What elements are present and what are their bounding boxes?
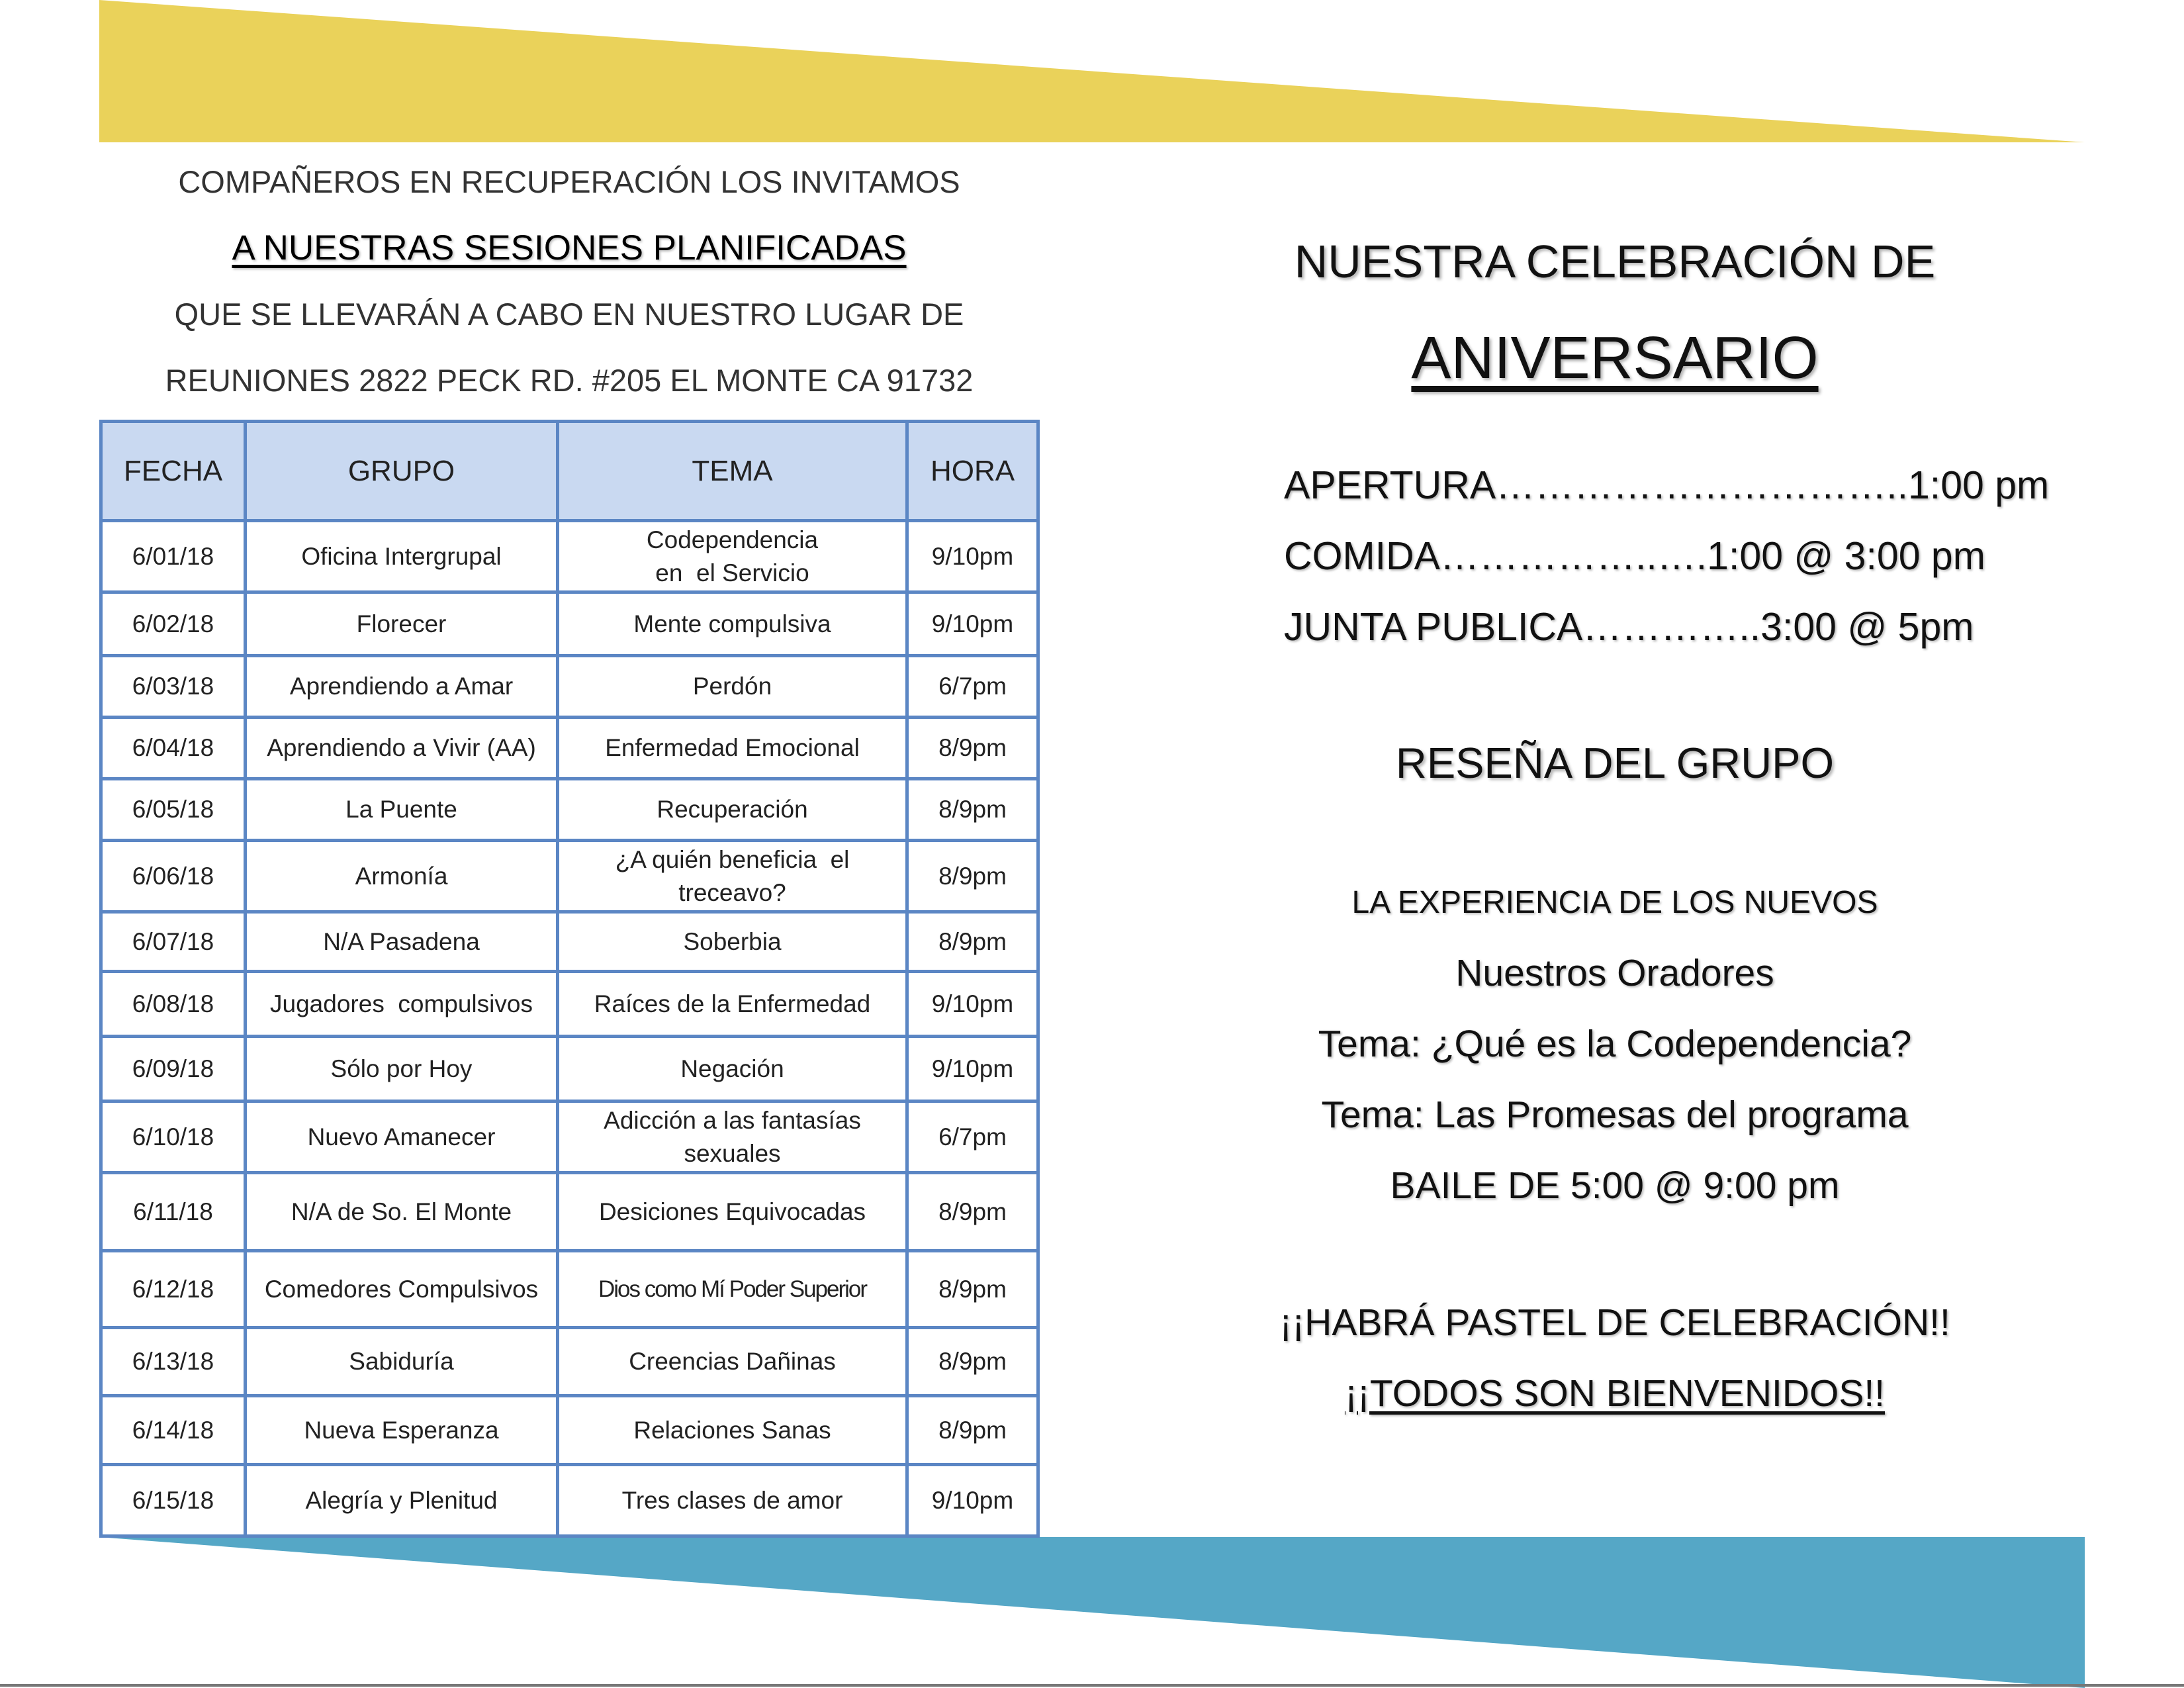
- table-row: [101, 1465, 1038, 1536]
- cell-tema-line-1: Codependencia: [646, 526, 819, 553]
- cell-grupo: Nueva Esperanza: [246, 1396, 558, 1465]
- cell-fecha: 6/13/18: [101, 1328, 246, 1396]
- header-fecha: FECHA: [101, 422, 246, 521]
- cell-fecha: 6/01/18: [101, 521, 246, 592]
- cell-grupo: La Puente: [246, 779, 558, 841]
- cell-fecha: 6/05/18: [101, 779, 246, 841]
- cell-tema-line-1: ¿A quién beneficia el: [615, 845, 850, 873]
- blue-stripe: [99, 1537, 2085, 1688]
- table-row: [101, 1251, 1038, 1328]
- cell-tema-line-2: sexuales: [684, 1139, 781, 1167]
- schedule-apertura: APERTURA…………………………..1:00 pm: [1284, 463, 2050, 507]
- table-header-row: [101, 422, 1038, 521]
- invitation-line-2: A NUESTRAS SESIONES PLANIFICADAS: [232, 228, 907, 267]
- cell-tema: Soberbia: [558, 912, 907, 972]
- yellow-stripe: [99, 0, 2085, 142]
- cell-fecha: 6/15/18: [101, 1465, 246, 1536]
- cell-tema: Dios como Mí Poder Superior: [558, 1251, 907, 1328]
- cell-grupo: Armonía: [246, 841, 558, 912]
- cell-grupo: Aprendiendo a Amar: [246, 656, 558, 718]
- cell-grupo: N/A de So. El Monte: [246, 1173, 558, 1251]
- cell-tema: Raíces de la Enfermedad: [558, 972, 907, 1037]
- table-row: [101, 718, 1038, 779]
- invitation-line-4: REUNIONES 2822 PECK RD. #205 EL MONTE CA 91732: [165, 363, 974, 398]
- speakers: Nuestros Oradores: [1455, 952, 1774, 994]
- cell-hora: 8/9pm: [907, 779, 1038, 841]
- cell-grupo: Sabiduría: [246, 1328, 558, 1396]
- cell-tema: [558, 841, 907, 912]
- table-row: [101, 521, 1038, 592]
- table-row: [101, 972, 1038, 1037]
- cell-fecha: 6/10/18: [101, 1102, 246, 1173]
- program-list: [1257, 867, 1972, 1221]
- cell-tema-line-2: en el Servicio: [655, 559, 809, 586]
- table-row: [101, 1037, 1038, 1102]
- cell-grupo: Florecer: [246, 592, 558, 656]
- closing-notes: [1257, 1288, 1972, 1429]
- cell-hora: 9/10pm: [907, 972, 1038, 1037]
- header-grupo: GRUPO: [246, 422, 558, 521]
- topic-2: Tema: Las Promesas del programa: [1321, 1094, 1909, 1136]
- cell-tema: Perdón: [558, 656, 907, 718]
- cell-tema: [558, 1102, 907, 1173]
- welcome-note: ¡¡TODOS SON BIENVENIDOS!!: [1344, 1372, 1886, 1415]
- header-hora: HORA: [907, 422, 1038, 521]
- cell-hora: 8/9pm: [907, 841, 1038, 912]
- cell-hora: 8/9pm: [907, 1396, 1038, 1465]
- newcomers-experience: LA EXPERIENCIA DE LOS NUEVOS: [1351, 885, 1878, 920]
- cake-note: ¡¡HABRÁ PASTEL DE CELEBRACIÓN!!: [1279, 1301, 1950, 1344]
- table-row: [101, 656, 1038, 718]
- sessions-table: [99, 420, 1040, 1538]
- cell-tema: Negación: [558, 1037, 907, 1102]
- cell-fecha: 6/12/18: [101, 1251, 246, 1328]
- table-row: [101, 1328, 1038, 1396]
- cell-fecha: 6/02/18: [101, 592, 246, 656]
- topic-1: Tema: ¿Qué es la Codependencia?: [1318, 1023, 1912, 1065]
- invitation-line-3: QUE SE LLEVARÁN A CABO EN NUESTRO LUGAR DE: [174, 297, 964, 332]
- cell-hora: 8/9pm: [907, 912, 1038, 972]
- cell-fecha: 6/06/18: [101, 841, 246, 912]
- cell-tema: Enfermedad Emocional: [558, 718, 907, 779]
- header-tema: TEMA: [558, 422, 907, 521]
- cell-fecha: 6/08/18: [101, 972, 246, 1037]
- cell-tema: Desiciones Equivocadas: [558, 1173, 907, 1251]
- cell-hora: 9/10pm: [907, 1037, 1038, 1102]
- cell-grupo: Sólo por Hoy: [246, 1037, 558, 1102]
- cell-tema-line-1: Adicción a las fantasías: [604, 1106, 861, 1134]
- table-row: [101, 592, 1038, 656]
- table-row: [101, 1102, 1038, 1173]
- schedule-comida: COMIDA……………..….1:00 @ 3:00 pm: [1284, 534, 1985, 578]
- dance-time: BAILE DE 5:00 @ 9:00 pm: [1390, 1164, 1840, 1207]
- cell-hora: 8/9pm: [907, 1328, 1038, 1396]
- cell-tema: Tres clases de amor: [558, 1465, 907, 1536]
- cell-fecha: 6/03/18: [101, 656, 246, 718]
- table-row: [101, 1173, 1038, 1251]
- cell-fecha: 6/11/18: [101, 1173, 246, 1251]
- cell-hora: 6/7pm: [907, 1102, 1038, 1173]
- cell-grupo: N/A Pasadena: [246, 912, 558, 972]
- cell-hora: 9/10pm: [907, 1465, 1038, 1536]
- cell-tema: [558, 521, 907, 592]
- cell-hora: 9/10pm: [907, 592, 1038, 656]
- cell-tema: Recuperación: [558, 779, 907, 841]
- cell-hora: 8/9pm: [907, 1251, 1038, 1328]
- schedule-junta: JUNTA PUBLICA…………..3:00 @ 5pm: [1284, 605, 1974, 649]
- table-row: [101, 1396, 1038, 1465]
- cell-fecha: 6/04/18: [101, 718, 246, 779]
- cell-fecha: 6/14/18: [101, 1396, 246, 1465]
- cell-tema-line-2: treceavo?: [678, 878, 786, 906]
- table-row: [101, 912, 1038, 972]
- anniversary-heading: ANIVERSARIO: [1411, 325, 1819, 391]
- table-row: [101, 779, 1038, 841]
- cell-grupo: Alegría y Plenitud: [246, 1465, 558, 1536]
- cell-hora: 6/7pm: [907, 656, 1038, 718]
- cell-fecha: 6/09/18: [101, 1037, 246, 1102]
- cell-grupo: Oficina Intergrupal: [246, 521, 558, 592]
- cell-tema: Relaciones Sanas: [558, 1396, 907, 1465]
- table-row: [101, 841, 1038, 912]
- event-schedule: [1284, 450, 2050, 663]
- cell-grupo: Nuevo Amanecer: [246, 1102, 558, 1173]
- group-review-heading: RESEÑA DEL GRUPO: [1395, 739, 1835, 787]
- cell-tema: Creencias Dañinas: [558, 1328, 907, 1396]
- cell-tema: Mente compulsiva: [558, 592, 907, 656]
- cell-fecha: 6/07/18: [101, 912, 246, 972]
- cell-hora: 8/9pm: [907, 718, 1038, 779]
- cell-grupo: Aprendiendo a Vivir (AA): [246, 718, 558, 779]
- cell-hora: 9/10pm: [907, 521, 1038, 592]
- cell-grupo: Comedores Compulsivos: [246, 1251, 558, 1328]
- cell-grupo: Jugadores compulsivos: [246, 972, 558, 1037]
- invitation-heading: [99, 149, 1039, 414]
- cell-hora: 8/9pm: [907, 1173, 1038, 1251]
- invitation-line-1: COMPAÑEROS EN RECUPERACIÓN LOS INVITAMOS: [178, 164, 960, 199]
- celebration-title: NUESTRA CELEBRACIÓN DE: [1294, 236, 1936, 287]
